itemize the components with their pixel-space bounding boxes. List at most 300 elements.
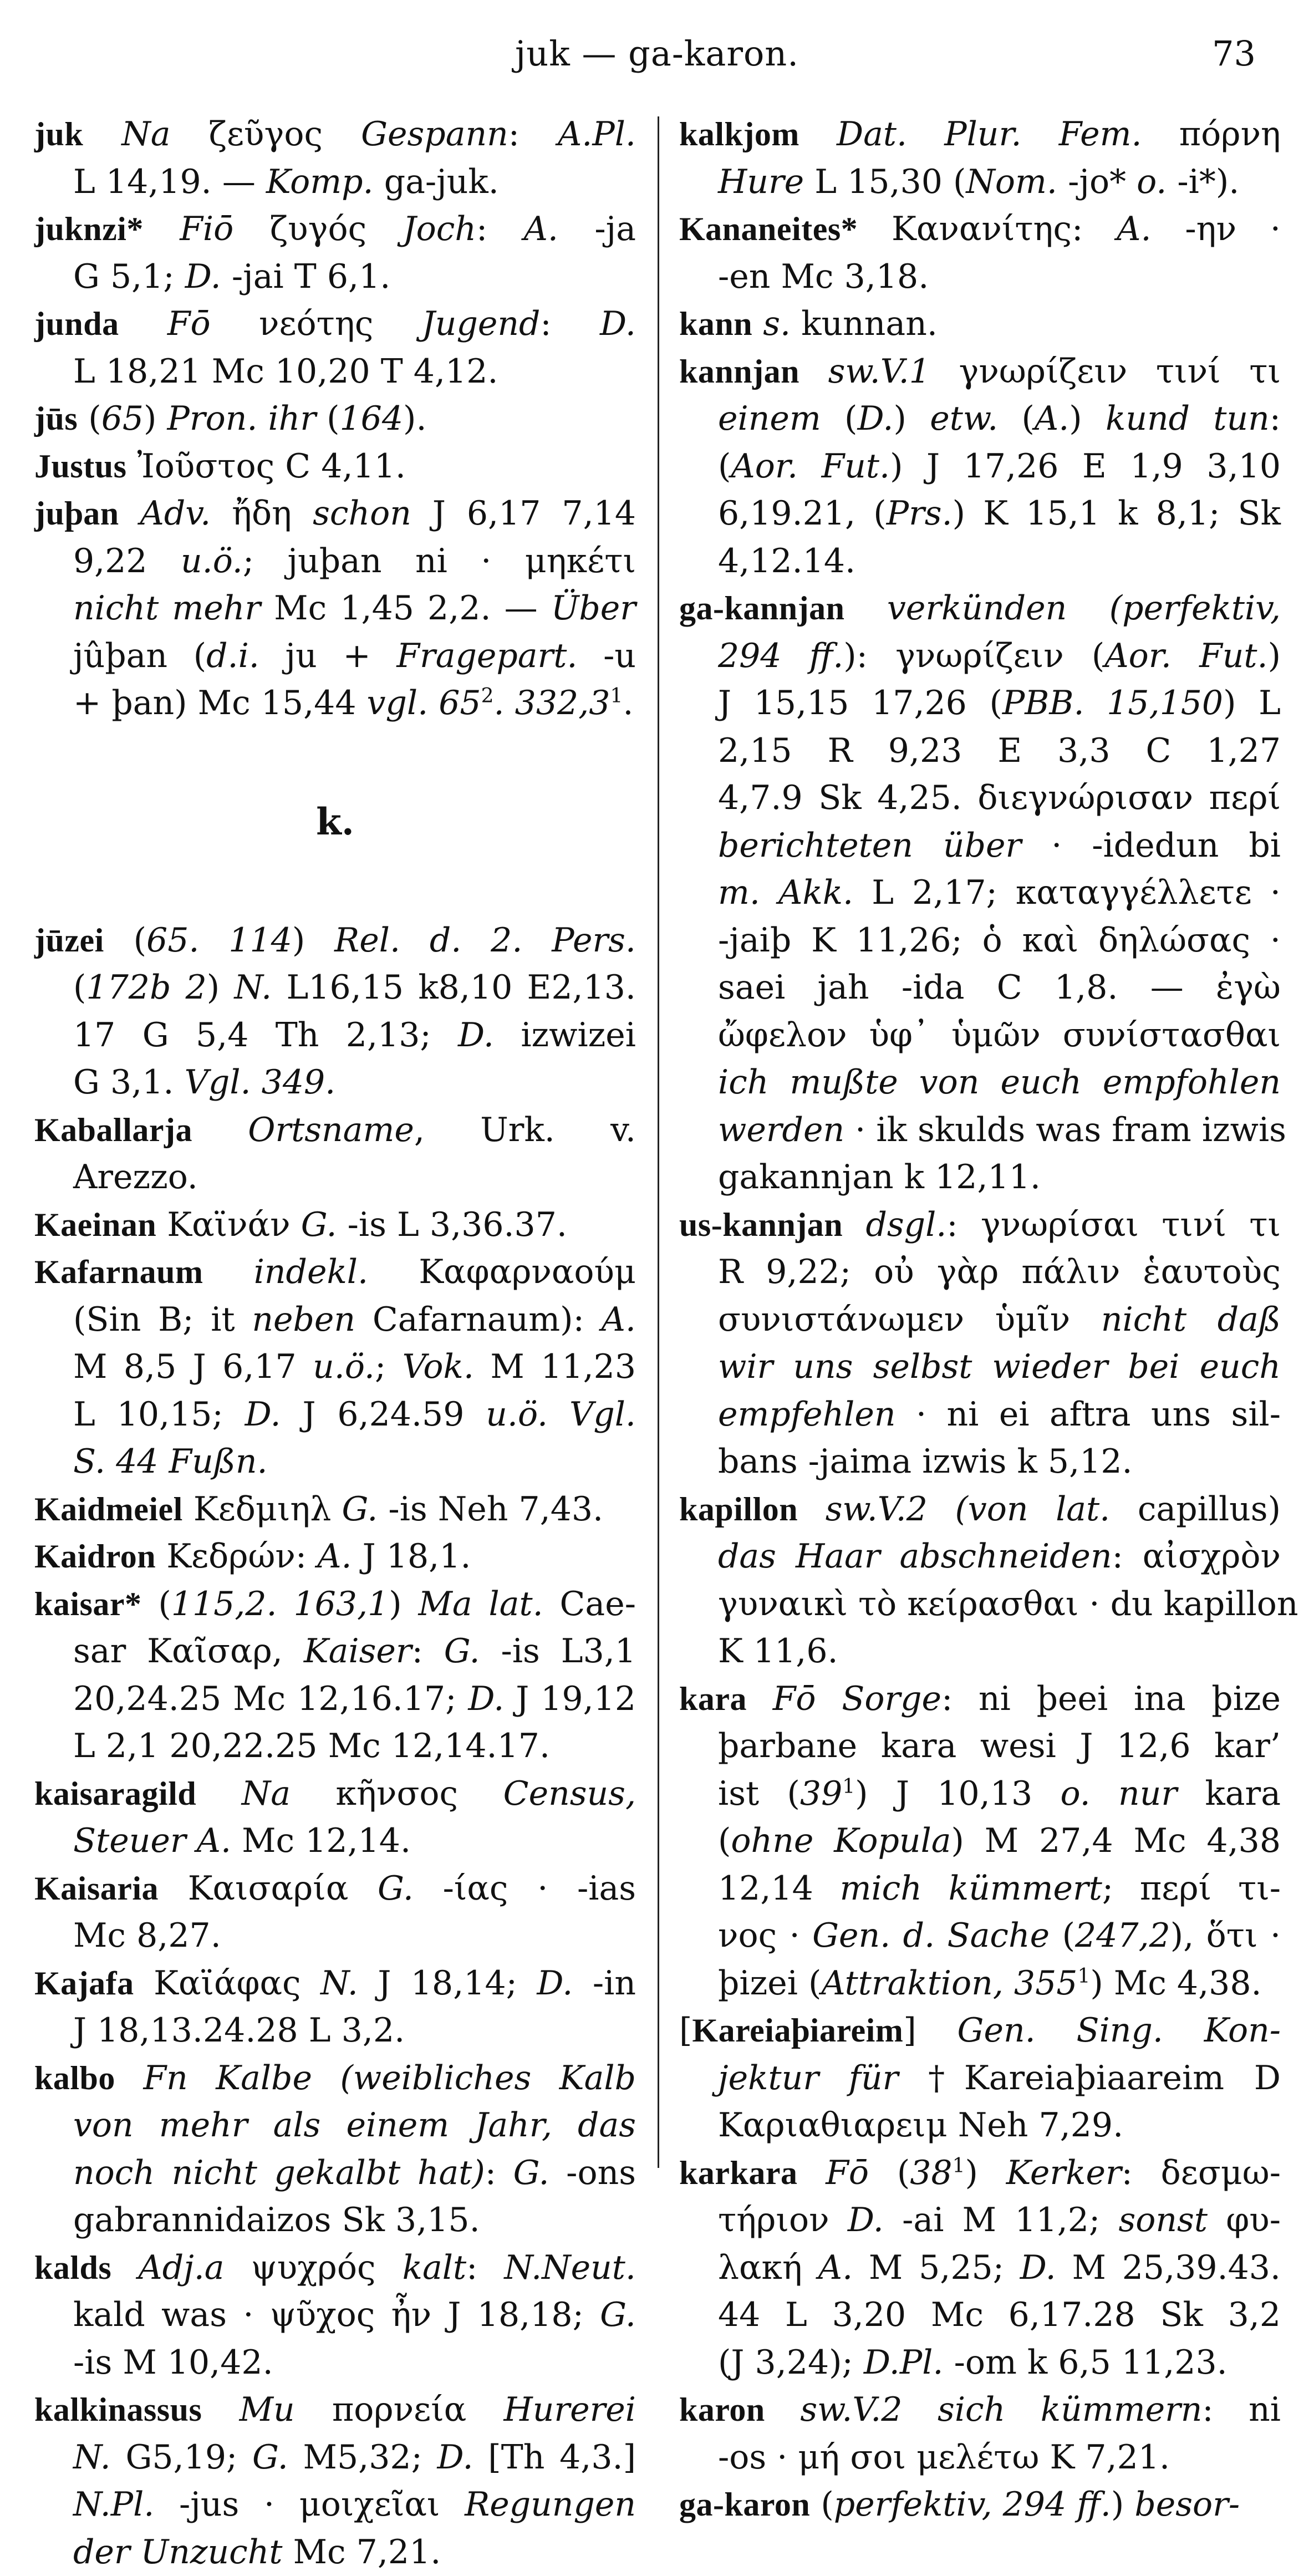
italic-gloss: Fō: [167, 304, 211, 343]
entry-continuation-line: [34, 1154, 636, 1202]
entry-first-line: [679, 348, 1281, 396]
italic-gloss: Aor. Fut.: [1104, 637, 1267, 675]
dictionary-entry: [34, 917, 636, 1107]
italic-gloss: G.: [252, 2438, 288, 2477]
headword: kannjan: [679, 353, 799, 390]
entry-text: :: [508, 115, 558, 154]
entry-text: [798, 1490, 826, 1529]
italic-gloss: Hure: [718, 162, 804, 201]
entry-text: + þan) Mc 15,44: [73, 684, 367, 722]
entry-first-line: [34, 2244, 636, 2292]
entry-continuation-line: [34, 1296, 636, 1344]
italic-gloss: kund tun: [1106, 399, 1270, 438]
entry-text: J 18,14;: [358, 1964, 537, 2003]
entry-first-line: [34, 1249, 636, 1296]
right-column: [679, 111, 1281, 2529]
entry-continuation-line: [679, 1818, 1281, 1865]
entry-text: ) L: [1223, 684, 1281, 722]
entry-first-line: [34, 1486, 636, 1534]
page-header: [0, 33, 1314, 94]
superscript: 1: [953, 2155, 965, 2177]
italic-gloss: nicht mehr: [73, 589, 261, 628]
entry-text: ): [144, 399, 167, 438]
italic-gloss: Gen. d. Sache: [812, 1916, 1050, 1955]
headword: Kajafa: [34, 1965, 134, 2002]
superscript: 1: [1077, 1965, 1090, 1988]
entry-text: (: [1050, 1916, 1075, 1955]
entry-text: Cae-: [543, 1585, 636, 1623]
italic-gloss: sw.V.1: [828, 352, 930, 391]
headword: us-kannjan: [679, 1206, 843, 1243]
italic-gloss: von mehr als einem Jahr, das: [73, 2106, 636, 2145]
dictionary-entry: [34, 395, 636, 443]
entry-first-line: [34, 1960, 636, 2008]
entry-continuation-line: [679, 917, 1281, 965]
italic-gloss: G.: [301, 1205, 337, 1244]
italic-gloss: Mu: [240, 2390, 295, 2429]
entry-text: þizei (: [718, 1964, 821, 2003]
italic-gloss: Kerker: [1006, 2154, 1122, 2192]
entry-text: ): [1268, 637, 1281, 675]
italic-gloss: Prs.: [887, 494, 953, 533]
entry-continuation-line: [679, 869, 1281, 917]
entry-continuation-line: [34, 585, 636, 633]
italic-gloss: sonst: [1118, 2201, 1207, 2239]
entry-continuation-line: [679, 1770, 1281, 1818]
entry-text: [799, 352, 828, 391]
entry-text: Mc 7,21.: [283, 2533, 441, 2572]
headword: juþan: [34, 495, 119, 532]
entry-continuation-line: [679, 1912, 1281, 1960]
entry-text: -ai M 11,2;: [884, 2201, 1119, 2239]
italic-gloss: Hurerei: [503, 2390, 636, 2429]
italic-gloss: Steuer A.: [73, 1821, 231, 1860]
dictionary-entry: [34, 1581, 636, 1770]
headword: jūs: [34, 400, 78, 437]
italic-gloss: Vok.: [403, 1347, 474, 1386]
entry-continuation-line: [34, 159, 636, 206]
entry-text: 20,24.25 Mc 12,16.17;: [73, 1679, 468, 1718]
entry-text: kara: [1177, 1774, 1281, 1813]
entry-text: G 3,1.: [73, 1063, 185, 1102]
italic-gloss: indekl.: [254, 1253, 368, 1291]
italic-gloss: G.: [444, 1632, 480, 1671]
entry-first-line: [679, 1486, 1281, 1534]
entry-continuation-line: [679, 1343, 1281, 1391]
entry-continuation-line: [679, 775, 1281, 822]
italic-gloss: Fō Sorge: [773, 1679, 941, 1718]
headword: Kaeinan: [34, 1206, 156, 1243]
entry-text: J 6,24.59: [281, 1395, 486, 1434]
headword: kalds: [34, 2249, 111, 2286]
dictionary-entry: [34, 2055, 636, 2244]
entry-continuation-line: [34, 2102, 636, 2150]
italic-gloss: A.: [1117, 210, 1151, 248]
dictionary-entry: [679, 348, 1281, 586]
dictionary-entry: [34, 111, 636, 206]
headword: juknzi*: [34, 211, 144, 247]
entry-continuation-line: [34, 2529, 636, 2576]
entry-text: -jaiþ K 11,26; ὁ καὶ δηλώσας ·: [718, 921, 1281, 960]
entry-text: ist (: [718, 1774, 800, 1813]
entry-continuation-line: [34, 538, 636, 586]
italic-gloss: D.: [1020, 2248, 1056, 2287]
italic-gloss: schon: [313, 494, 411, 533]
entry-text: ) Mc 4,38.: [1090, 1964, 1261, 2003]
entry-text: J 18,13.24.28 L 3,2.: [73, 2011, 405, 2050]
entry-text: R 9,22; οὐ γὰρ πάλιν ἑαυτοὺς: [718, 1253, 1281, 1291]
entry-first-line: [34, 1202, 636, 1249]
entry-text: ) J 17,26 E 1,9 3,10: [890, 447, 1281, 486]
headword: Justus: [34, 448, 126, 485]
italic-gloss: das Haar abschneiden: [718, 1537, 1112, 1576]
entry-text: :: [540, 304, 600, 343]
italic-gloss: dsgl.: [865, 1205, 946, 1244]
entry-text: Κεδμιηλ: [183, 1490, 342, 1529]
headword: Kaidmeiel: [34, 1491, 183, 1528]
entry-text: [Th 4,3.]: [473, 2438, 636, 2477]
entry-text: -om k 6,5 11,23.: [944, 2343, 1228, 2382]
entry-text: Καριαθιαρειμ Neh 7,29.: [718, 2106, 1123, 2145]
entry-text: (: [810, 2485, 833, 2524]
entry-first-line: [679, 1202, 1281, 1249]
italic-gloss: der Unzucht: [73, 2533, 283, 2572]
entry-text: ἤδη: [211, 494, 313, 533]
italic-gloss: s.: [763, 304, 791, 343]
entry-text: [798, 2154, 826, 2192]
dictionary-entry: [679, 2007, 1281, 2150]
headword: juk: [34, 116, 83, 152]
entry-text: [765, 2390, 801, 2429]
italic-gloss: Aor. Fut.: [731, 447, 890, 486]
italic-gloss: Joch: [403, 210, 476, 248]
headword: kara: [679, 1681, 747, 1717]
entry-first-line: [679, 2007, 1281, 2055]
entry-text: :: [476, 210, 524, 248]
entry-continuation-line: [34, 1391, 636, 1439]
entry-text: [799, 115, 837, 154]
dictionary-entry: [34, 490, 636, 727]
italic-gloss: A.: [818, 2248, 853, 2287]
entry-text: gakannjan k 12,11.: [718, 1158, 1041, 1197]
entry-first-line: [34, 2055, 636, 2102]
entry-text: ψυχρός: [225, 2248, 403, 2287]
italic-gloss: kalt: [403, 2248, 466, 2287]
entry-first-line: [34, 111, 636, 159]
italic-gloss: G.: [513, 2154, 549, 2192]
entry-continuation-line: [679, 727, 1281, 775]
entry-text: (: [104, 921, 146, 960]
italic-gloss: neben: [252, 1300, 355, 1339]
italic-gloss: Pron. ihr: [167, 399, 316, 438]
italic-gloss: D.: [600, 304, 636, 343]
italic-gloss: Gen. Sing. Kon-: [958, 2011, 1281, 2050]
entry-text: :: [1270, 399, 1281, 438]
superscript: 2: [481, 685, 494, 707]
superscript: 1: [610, 685, 623, 707]
entry-text: ; juþan ni · μηκέτι: [243, 542, 636, 581]
italic-gloss: Fn Kalbe (weibliches Kalb: [143, 2059, 636, 2098]
entry-continuation-line: [679, 1391, 1281, 1439]
entry-text: ): γνωρίζειν (: [843, 637, 1104, 675]
entry-continuation-line: [34, 1818, 636, 1865]
headword: Kananeites*: [679, 211, 858, 247]
entry-text: L 15,30 (: [804, 162, 966, 201]
entry-text: [843, 1205, 865, 1244]
headword: karkara: [679, 2155, 798, 2191]
entry-continuation-line: [34, 1723, 636, 1770]
headword: Kaidron: [34, 1538, 156, 1575]
italic-gloss: Über: [551, 589, 636, 628]
italic-gloss: Fragepart.: [396, 637, 577, 675]
italic-gloss: Kaiser: [304, 1632, 412, 1671]
italic-gloss: Na: [121, 115, 170, 154]
headword: kann: [679, 306, 752, 342]
entry-text: jûþan (: [73, 637, 206, 675]
entry-continuation-line: [679, 1107, 1281, 1154]
entry-text: ).: [403, 399, 426, 438]
italic-gloss: Fiō: [180, 210, 233, 248]
entry-text: Mc 12,14.: [231, 1821, 411, 1860]
entry-continuation-line: [679, 1296, 1281, 1344]
entry-text: (: [821, 399, 858, 438]
entry-text: J 6,17 7,14: [411, 494, 636, 533]
entry-continuation-line: [679, 2197, 1281, 2244]
entry-text: [192, 1111, 248, 1149]
italic-gloss: ohne Kopula: [731, 1821, 951, 1860]
italic-gloss: A.: [317, 1537, 352, 1576]
dictionary-entry: [34, 2244, 636, 2387]
entry-continuation-line: [34, 348, 636, 396]
entry-text: sar Καῖσαρ,: [73, 1632, 304, 1671]
entry-text: [752, 304, 763, 343]
entry-text: .: [623, 684, 633, 722]
entry-text: Καϊάφας: [134, 1964, 320, 2003]
dictionary-entry: [34, 1107, 636, 1202]
entry-continuation-line: [679, 822, 1281, 870]
headword: kalkjom: [679, 116, 799, 152]
entry-continuation-line: [34, 1343, 636, 1391]
entry-text: ]: [903, 2011, 957, 2050]
entry-first-line: [679, 585, 1281, 633]
dictionary-entry: [34, 1865, 636, 1960]
entry-continuation-line: [679, 1249, 1281, 1296]
dictionary-entry: [34, 443, 636, 491]
entry-text: L 2,1 20,22.25 Mc 12,14.17.: [73, 1727, 550, 1765]
italic-gloss: Census,: [503, 1774, 636, 1813]
entry-text: [548, 1395, 569, 1434]
dictionary-entry: [679, 1486, 1281, 1676]
entry-text: 9,22: [73, 542, 181, 581]
entry-text: ): [965, 2154, 1006, 2192]
entry-continuation-line: [679, 1012, 1281, 1060]
entry-text: [119, 304, 167, 343]
entry-text: γυναικὶ τὸ κείρασθαι · du kapillon: [718, 1585, 1298, 1623]
superscript: 1: [842, 1775, 855, 1798]
entry-text: Κεδρών:: [156, 1537, 317, 1576]
italic-gloss: 247,2: [1075, 1916, 1170, 1955]
dictionary-entry: [679, 301, 1281, 348]
italic-gloss: Adv.: [140, 494, 211, 533]
italic-gloss: A.Pl.: [558, 115, 636, 154]
entry-continuation-line: [34, 1676, 636, 1723]
italic-gloss: D.: [857, 399, 893, 438]
entry-continuation-line: [34, 1059, 636, 1107]
entry-continuation-line: [34, 1628, 636, 1676]
dictionary-entry: [679, 2386, 1281, 2481]
entry-text: -is L3,1: [480, 1632, 636, 1671]
entry-text: ): [1111, 2485, 1134, 2524]
entry-text: (: [78, 399, 101, 438]
entry-text: κῆνσος: [291, 1774, 503, 1813]
entry-text: Καφαρναούμ: [368, 1253, 636, 1291]
entry-text: J 18,1.: [352, 1537, 471, 1576]
headword: Kaisaria: [34, 1870, 159, 1907]
italic-gloss: berichteten über: [718, 826, 1021, 865]
entry-text: ) M 27,4 Mc 4,38: [951, 1821, 1281, 1860]
entry-continuation-line: [34, 2007, 636, 2055]
entry-text: L 10,15;: [73, 1395, 245, 1434]
entry-continuation-line: [34, 2339, 636, 2387]
headword: kaisar*: [34, 1586, 142, 1622]
dictionary-entry: [679, 1202, 1281, 1486]
italic-gloss: jektur für: [718, 2059, 898, 2098]
entry-text: φυ-: [1208, 2201, 1281, 2239]
dictionary-entry: [34, 1770, 636, 1865]
entry-first-line: [34, 1107, 636, 1154]
entry-text: ) J 10,13: [855, 1774, 1060, 1813]
entry-continuation-line: [679, 964, 1281, 1012]
italic-gloss: D.Pl.: [864, 2343, 944, 2382]
entry-text: [747, 1679, 773, 1718]
italic-gloss: D.: [437, 2438, 473, 2477]
italic-gloss: Vgl.: [569, 1395, 636, 1434]
entry-text: K 11,6.: [718, 1632, 838, 1671]
entry-text: ): [1069, 399, 1106, 438]
entry-continuation-line: [679, 2244, 1281, 2292]
dictionary-entry: [34, 2386, 636, 2576]
entry-continuation-line: [679, 1628, 1281, 1676]
italic-gloss: d.i.: [206, 637, 259, 675]
entry-text: : αἰσχρὸν: [1112, 1537, 1281, 1576]
entry-text: L 18,21 Mc 10,20 T 4,12.: [73, 352, 498, 391]
page-number: 73: [1212, 33, 1256, 74]
italic-gloss: Jugend: [422, 304, 541, 343]
dictionary-entry: [679, 2481, 1281, 2529]
italic-gloss: Regungen: [465, 2485, 636, 2524]
dictionary-entry: [679, 111, 1281, 206]
entry-text: M 5,25;: [853, 2248, 1020, 2287]
italic-gloss: 65: [101, 399, 144, 438]
italic-gloss: 38: [910, 2154, 952, 2192]
italic-gloss: Dat. Plur. Fem.: [837, 115, 1142, 154]
entry-text: -ja: [558, 210, 636, 248]
entry-text: [202, 2390, 239, 2429]
entry-text: †Kareiaþiaareim D: [898, 2059, 1281, 2098]
headword: junda: [34, 306, 119, 342]
italic-gloss: D.: [537, 1964, 573, 2003]
entry-text: συνιστάνωμεν ὑμῖν: [718, 1300, 1101, 1339]
entry-first-line: [34, 206, 636, 253]
entry-text: :: [485, 2154, 513, 2192]
entry-first-line: [679, 111, 1281, 159]
entry-text: -ons: [549, 2154, 636, 2192]
italic-gloss: A.: [602, 1300, 636, 1339]
entry-text: ), ὅτι ·: [1170, 1916, 1281, 1955]
italic-gloss: werden: [718, 1111, 844, 1149]
italic-gloss: G.: [378, 1869, 414, 1908]
entry-text: Ἰοῦστος C 4,11.: [126, 447, 406, 486]
entry-text: [115, 2059, 144, 2098]
italic-gloss: o.: [1137, 162, 1167, 201]
entry-text: G 5,1;: [73, 257, 185, 296]
italic-gloss: N.: [73, 2438, 111, 2477]
entry-text: (: [869, 2154, 910, 2192]
entry-text: [203, 1253, 254, 1291]
entry-text: gabrannidaizos Sk 3,15.: [73, 2201, 480, 2239]
headword: kalkinassus: [34, 2391, 202, 2428]
entry-text: -en Mc 3,18.: [718, 257, 929, 296]
entry-text: L 14,19. —: [73, 162, 266, 201]
entry-text: bans -jaima izwis k 5,12.: [718, 1442, 1133, 1481]
entry-continuation-line: [679, 2102, 1281, 2150]
dictionary-entry: [34, 1486, 636, 1534]
entry-continuation-line: [679, 633, 1281, 680]
entry-text: λακή: [718, 2248, 818, 2287]
entry-continuation-line: [34, 633, 636, 680]
headword: kapillon: [679, 1491, 798, 1528]
entry-text: -ην ·: [1152, 210, 1281, 248]
entry-continuation-line: [679, 2339, 1281, 2387]
italic-gloss: D.: [245, 1395, 281, 1434]
italic-gloss: Gespann: [361, 115, 508, 154]
entry-first-line: [34, 2386, 636, 2434]
headword: kaisaragild: [34, 1775, 196, 1812]
entry-text: -in: [573, 1964, 636, 2003]
entry-text: νος ·: [718, 1916, 812, 1955]
entry-continuation-line: [679, 1960, 1281, 2008]
entry-text: M 11,23: [474, 1347, 636, 1386]
entry-text: -jus · μοιχεῖαι: [154, 2485, 465, 2524]
entry-first-line: [34, 395, 636, 443]
entry-text: M5,32;: [288, 2438, 437, 2477]
entry-first-line: [34, 917, 636, 965]
italic-gloss: D.: [848, 2201, 884, 2239]
entry-text: -i*).: [1167, 162, 1239, 201]
entry-continuation-line: [679, 395, 1281, 443]
entry-first-line: [34, 1770, 636, 1818]
entry-continuation-line: [34, 2150, 636, 2197]
entry-text: izwizei: [494, 1016, 636, 1055]
italic-gloss: besor-: [1134, 2485, 1240, 2524]
italic-gloss: mich kümmert: [840, 1869, 1102, 1908]
entry-text: -is Neh 7,43.: [378, 1490, 603, 1529]
italic-gloss: Attraktion, 355: [821, 1964, 1077, 2003]
entry-text: [: [679, 2011, 692, 2050]
italic-gloss: empfehlen: [718, 1395, 896, 1434]
entry-continuation-line: [679, 253, 1281, 301]
entry-continuation-line: [679, 1438, 1281, 1486]
italic-gloss: Ortsname: [248, 1111, 414, 1149]
entry-text: νεότης: [211, 304, 422, 343]
dictionary-entry: [34, 1533, 636, 1581]
entry-text: 4,12.14.: [718, 542, 855, 581]
entry-text: kald was · ψῦχος ἦν J 18,18;: [73, 2295, 600, 2334]
entry-continuation-line: [679, 2292, 1281, 2339]
dictionary-entry: [679, 1676, 1281, 2008]
entry-text: Mc 8,27.: [73, 1916, 221, 1955]
entry-first-line: [34, 1581, 636, 1628]
